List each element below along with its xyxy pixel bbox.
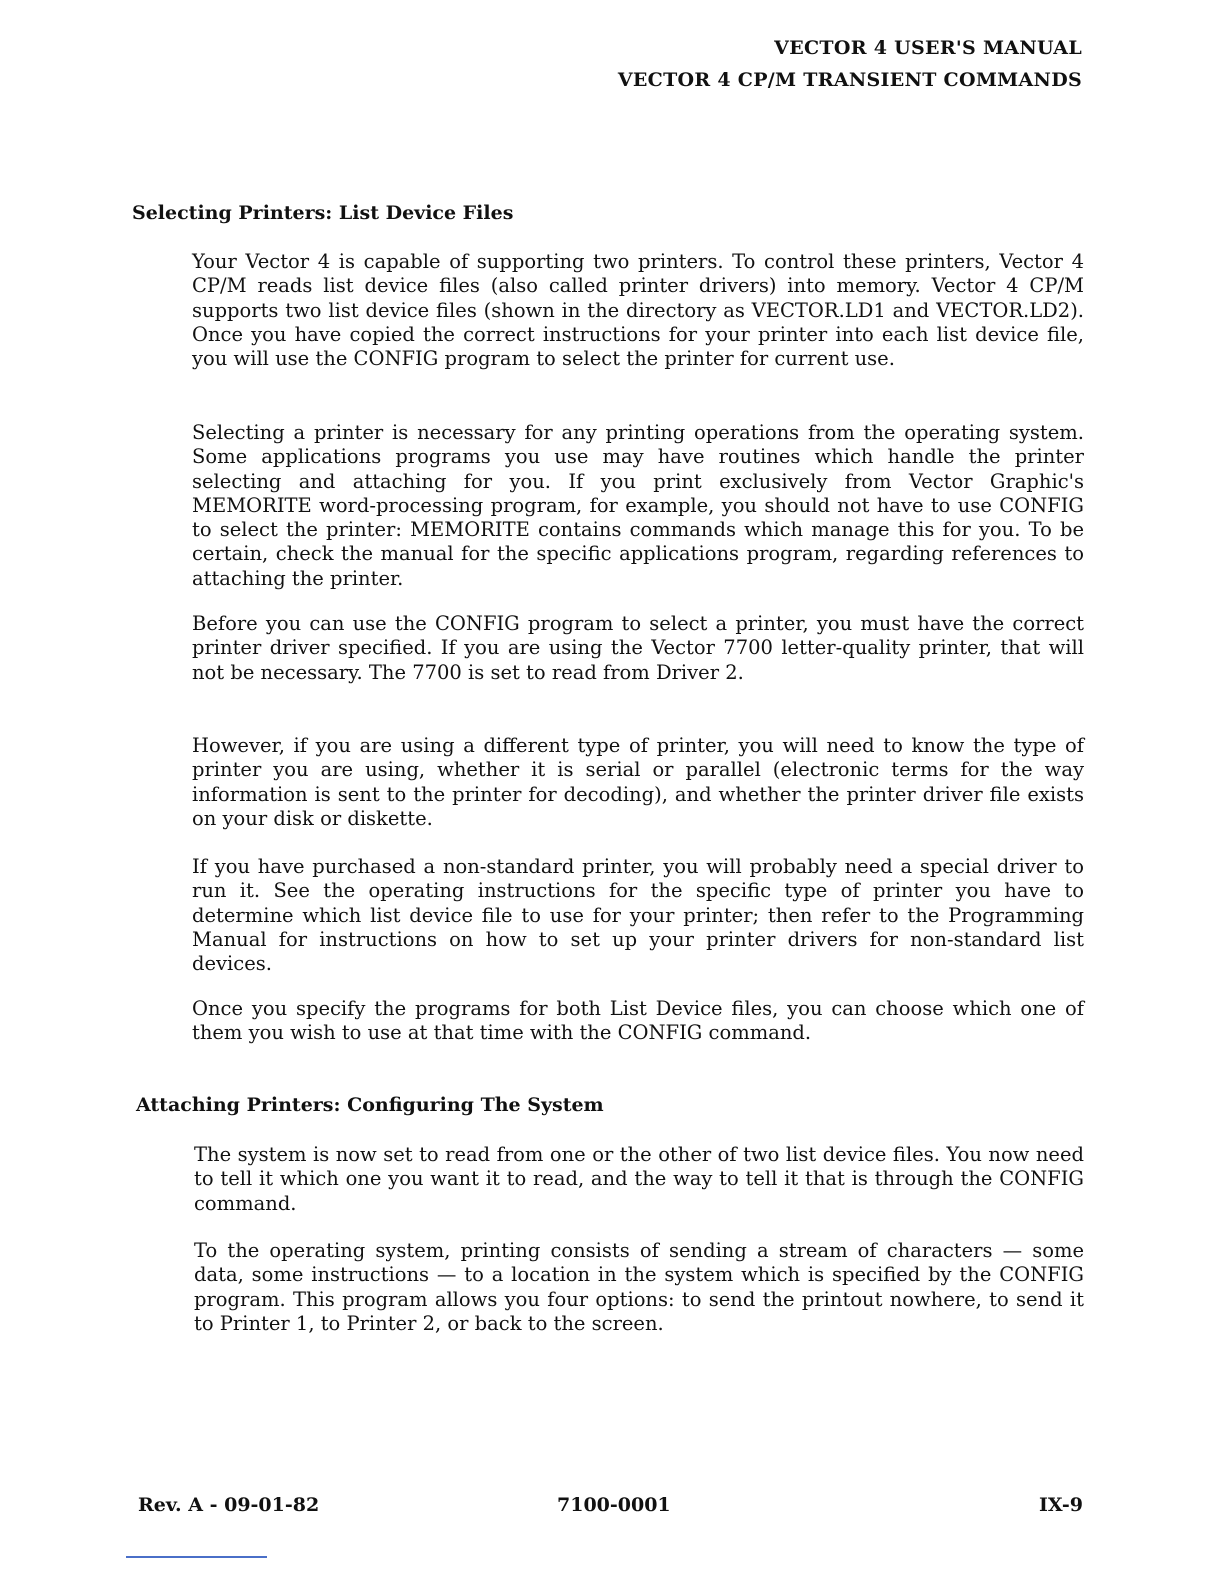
paragraph: If you have purchased a non-standard printer, you will probably need a special driver to run it. See the operating instructions for the specific type of printer you have to determine which list device file to use for your printer; then refer to the Programming Manual for instructions on how to set up your printer drivers for non-standard list devices.: [192, 855, 1084, 976]
paragraph: Selecting a printer is necessary for any printing operations from the operating system. Some applications programs you use may have routines which handle the printer selecting and attaching for you. If you print exclusively from Vector Graphic's MEMORITE word-processing program, for example, you should not have to use CONFIG to select the printer: MEMORITE contains commands which manage this for you. To be certain, check the manual for the specific applications program, regarding references to attaching the printer.: [192, 421, 1084, 590]
paragraph: Before you can use the CONFIG program to select a printer, you must have the correct printer driver specified. If you are using the Vector 7700 letter-quality printer, that will not be necessary. The 7700 is set to read from Driver 2.: [192, 612, 1084, 684]
paragraph: The system is now set to read from one or the other of two list device files. You now need to tell it which one you want it to read, and the way to tell it that is through the CONFIG command.: [194, 1143, 1084, 1215]
header-chapter-title: VECTOR 4 CP/M TRANSIENT COMMANDS: [617, 69, 1082, 91]
page-header: [618, 32, 1082, 96]
footer-page-number: IX-9: [1038, 1494, 1083, 1516]
header-manual-title: VECTOR 4 USER'S MANUAL: [774, 37, 1082, 59]
paragraph: To the operating system, printing consists of sending a stream of characters — some data, some instructions — to a location in the system which is specified by the CONFIG program. This program allows you four options: to send the printout nowhere, to send it to Printer 1, to Printer 2, or back to the screen.: [194, 1239, 1084, 1335]
bottom-rule-divider: [126, 1556, 267, 1558]
section-title-attaching-printers: Attaching Printers: Configuring The System: [136, 1094, 604, 1116]
footer-doc-number: 7100-0001: [557, 1494, 671, 1516]
paragraph: Your Vector 4 is capable of supporting two printers. To control these printers, Vector 4 CP/M reads list device files (also called printer drivers) into memory. Vector 4 CP/M supports two list device files (shown in the directory as VECTOR.LD1 and VECTOR.LD2). Once you have copied the correct instructions for your printer into each list device file, you will use the CONFIG program to select the printer for current use.: [192, 250, 1084, 371]
paragraph: Once you specify the programs for both List Device files, you can choose which one of them you wish to use at that time with the CONFIG command.: [192, 997, 1084, 1045]
paragraph: However, if you are using a different type of printer, you will need to know the type of printer you are using, whether it is serial or parallel (electronic terms for the way information is sent to the printer for decoding), and whether the printer driver file exists on your disk or diskette.: [192, 734, 1084, 830]
section-title-selecting-printers: Selecting Printers: List Device Files: [132, 202, 514, 224]
footer-revision: Rev. A - 09-01-82: [138, 1494, 320, 1516]
